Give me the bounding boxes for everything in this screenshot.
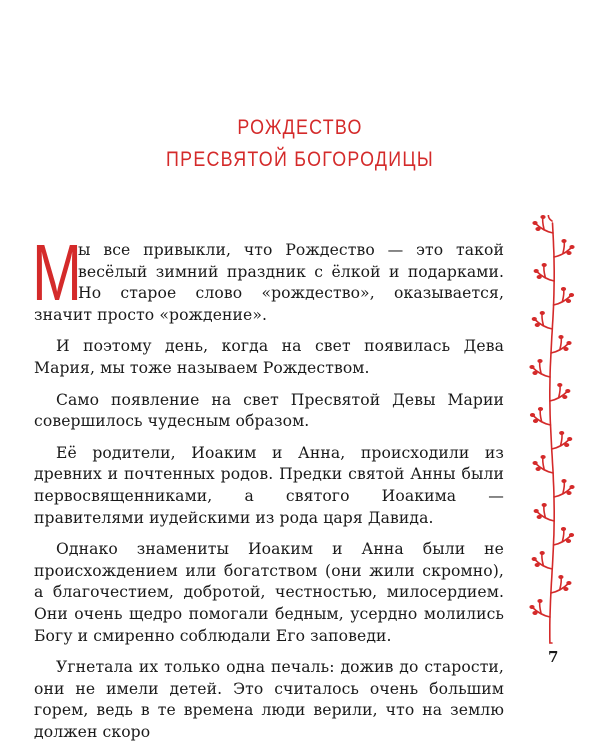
vine-berry — [561, 479, 566, 483]
vine-berry — [559, 431, 564, 435]
chapter-title-line-2: ПРЕСВЯТОЙ БОГОРОДИЦЫ — [166, 148, 434, 171]
vine-berry — [561, 239, 566, 243]
vine-berry — [532, 371, 537, 375]
vine-berry — [534, 269, 539, 273]
vine-berry — [532, 221, 537, 225]
vine-berry — [561, 287, 566, 291]
chapter-title-line-1: РОЖДЕСТВО — [237, 116, 363, 139]
vine-berry — [533, 461, 538, 465]
vine-berry — [566, 581, 571, 585]
body-text — [32, 228, 504, 753]
vine-berry — [537, 359, 542, 363]
page-number: 7 — [548, 648, 559, 666]
paragraph-4: Её родители, Иоаким и Анна, происходили из древних и почтенных родов. Предки святой Анны были первосвященниками, а святого Иоакима — правителями иудейскими из рода царя Давида. — [34, 443, 504, 527]
vine-branch-icon — [525, 215, 580, 645]
vine-berry — [540, 311, 545, 315]
vine-berry — [535, 227, 540, 231]
vine-berry — [569, 293, 574, 297]
vine-berry — [557, 383, 562, 387]
vine-berry — [565, 389, 570, 393]
vine-berry — [540, 551, 545, 555]
vine-berry — [537, 515, 542, 519]
paragraph-1 — [32, 228, 504, 326]
vine-berry — [569, 533, 574, 537]
vine-berry — [537, 599, 542, 603]
vine-berry — [563, 587, 568, 591]
vine-berry — [533, 419, 538, 423]
vine-berry — [542, 503, 547, 507]
vine-berry — [569, 245, 574, 249]
vine-berry — [529, 605, 534, 609]
vine-berry — [566, 491, 571, 495]
vine-berry — [532, 557, 537, 561]
paragraph-5: Однако знамениты Иоаким и Анна были не происхождением или богатством (они жили скромно), а благочестием, добротой, честностью, милосердием. Они очень щедро помогали бедным, усердно молились Богу и смиренно соблюдали Его заповеди. — [34, 540, 504, 645]
vine-berry — [536, 467, 541, 471]
vine-berry — [562, 395, 567, 399]
vine-berry — [569, 485, 574, 489]
vine-berry — [566, 341, 571, 345]
vine-berry — [534, 509, 539, 513]
vine-stem — [550, 223, 554, 643]
paragraph-3: Само появление на свет Пресвятой Девы Марии совершилось чудесным образом. — [34, 390, 504, 431]
paragraph-6: Угнетала их только одна печаль: дожив до старости, они не имели детей. Это считалось очень большим горем, ведь в те времена люди верили, что на землю должен скоро — [34, 658, 504, 741]
vine-berry — [558, 335, 563, 339]
vine-berry — [542, 263, 547, 267]
vine-berry — [537, 275, 542, 279]
paragraph-1-text: ы все привыкли, что Рождество — это такой весёлый зимний праздник с ёлкой и подарками. Но старое слово «рождество», оказывается, значит просто «рождение». — [34, 241, 504, 324]
vine-berry — [541, 455, 546, 459]
vine-berry — [566, 299, 571, 303]
vine-berry — [563, 347, 568, 351]
vine-berry — [540, 215, 545, 219]
vine-berry — [564, 443, 569, 447]
vine-berry — [532, 317, 537, 321]
drop-cap: М — [32, 228, 83, 317]
vine-berry — [567, 437, 572, 441]
vine-berry — [532, 611, 537, 615]
paragraph-2: И поэтому день, когда на свет появилась Дева Мария, мы тоже называем Рождеством. — [34, 337, 504, 377]
vine-berry — [558, 575, 563, 579]
chapter-title — [45, 112, 555, 176]
vine-berry — [530, 413, 535, 417]
vine-berry — [529, 365, 534, 369]
vine-curl — [548, 215, 556, 221]
vine-berry — [566, 539, 571, 543]
vine-berry — [561, 527, 566, 531]
vine-berry — [535, 563, 540, 567]
vine-berry — [566, 251, 571, 255]
vine-berry — [538, 407, 543, 411]
vine-berry — [535, 323, 540, 327]
